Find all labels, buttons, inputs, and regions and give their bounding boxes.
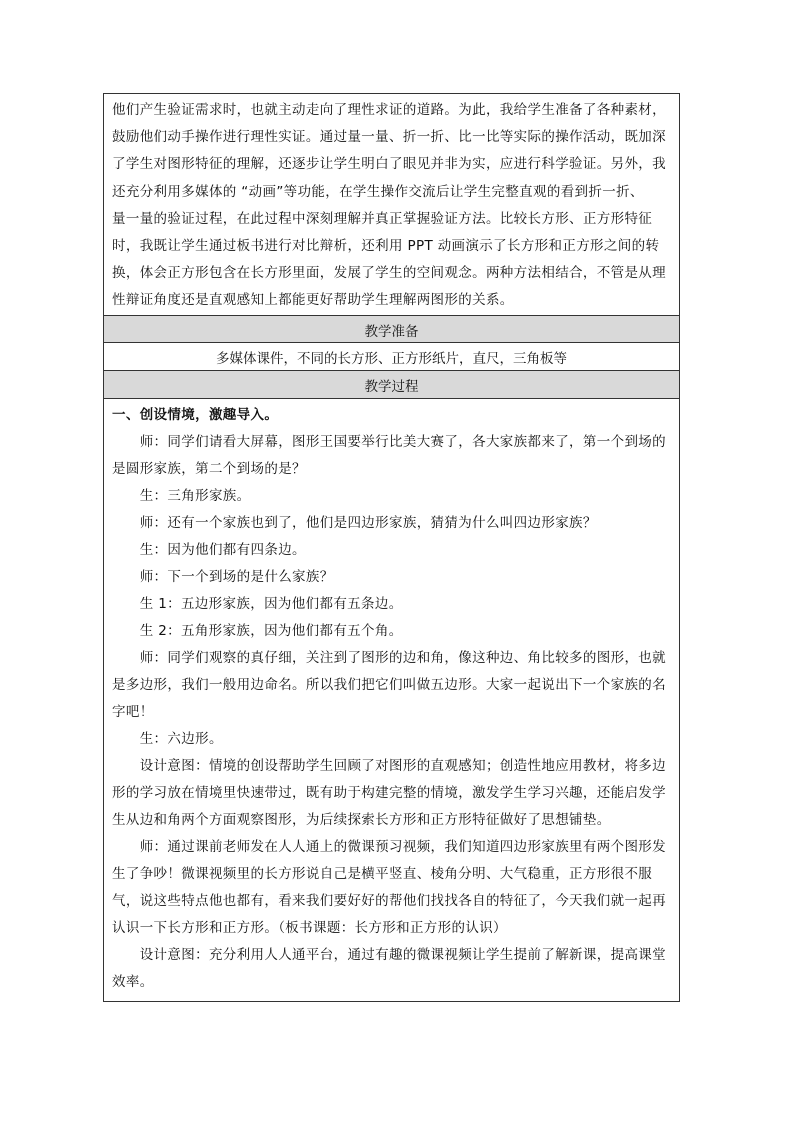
- prep-content-row: [104, 342, 679, 370]
- lesson-plan-table: [103, 93, 680, 1002]
- process-header-row: [104, 370, 679, 398]
- process-line: 设计意图：充分利用人人通平台，通过有趣的微课视频让学生提前了解新课，提高课堂: [112, 947, 666, 963]
- process-line: 设计意图：情境的创设帮助学生回顾了对图形的直观感知；创造性地应用教材，将多边: [112, 758, 666, 774]
- process-line: 师：下一个到场的是什么家族？: [112, 569, 334, 585]
- prep-header: 教学准备: [364, 324, 419, 340]
- process-line: 生从边和角两个方面观察图形，为后续探索长方形和正方形特征做好了思想铺垫。: [112, 812, 611, 828]
- prep-content: 多媒体课件，不同的长方形、正方形纸片，直尺，三角板等: [216, 351, 567, 367]
- process-line: 字吧！: [112, 704, 154, 720]
- process-line: 认识一下长方形和正方形。（板书课题：长方形和正方形的认识）: [112, 920, 507, 936]
- process-header: 教学过程: [364, 379, 419, 395]
- process-line: 生了争吵！微课视频里的长方形说自己是横平竖直、棱角分明、大气稳重，正方形很不服: [112, 866, 653, 882]
- process-line: 生 2：五角形家族，因为他们都有五个角。: [112, 623, 403, 639]
- process-line: 师：同学们请看大屏幕，图形王国要举行比美大赛了，各大家族都来了，第一个到场的: [112, 434, 666, 450]
- process-line: 师：通过课前老师发在人人通上的微课预习视频，我们知道四边形家族里有两个图形发: [112, 839, 666, 855]
- process-line: 生：因为他们都有四条边。: [112, 542, 306, 558]
- reflection-line: 时，我既让学生通过板书进行对比辩析，还利用 PPT 动画演示了长方形和正方形之间的转: [112, 238, 660, 254]
- process-line: 形的学习放在情境里快速带过，既有助于构建完整的情境，激发学生学习兴趣，还能启发学: [112, 785, 666, 801]
- reflection-line: 他们产生验证需求时，也就主动走向了理性求证的道路。为此，我给学生准备了各种素材，: [112, 102, 666, 118]
- process-content-row: [104, 398, 679, 1001]
- reflection-line: 换，体会正方形包含在长方形里面，发展了学生的空间观念。两种方法相结合，不管是从理: [112, 265, 666, 282]
- prep-header-row: [104, 315, 679, 342]
- reflection-line: 量一量的验证过程，在此过程中深刻理解并真正掌握验证方法。比较长方形、正方形特征: [112, 210, 653, 227]
- reflection-line: 还充分利用多媒体的 “动画”等功能，在学生操作交流后让学生完整直观的看到折一折、: [112, 183, 644, 200]
- process-line: 是圆形家族，第二个到场的是？: [112, 461, 306, 477]
- reflection-line: 了学生对图形特征的理解，还逐步让学生明白了眼见并非为实，应进行科学验证。另外，我: [112, 156, 666, 173]
- process-line: 师：同学们观察的真仔细，关注到了图形的边和角，像这种边、角比较多的图形，也就: [112, 650, 666, 666]
- reflection-cell: [104, 94, 679, 315]
- process-line: 生：六边形。: [112, 731, 223, 747]
- process-line: 生 1：五边形家族，因为他们都有五条边。: [112, 596, 403, 612]
- process-line: 气，说这些特点他也都有，看来我们要好好的帮他们找找各自的特征了，今天我们就一起再: [112, 893, 666, 909]
- process-line: 师：还有一个家族也到了，他们是四边形家族，猜猜为什么叫四边形家族？: [112, 515, 597, 531]
- reflection-line: 性辩证角度还是直观感知上都能更好帮助学生理解两图形的关系。: [112, 292, 514, 309]
- reflection-line: 鼓励他们动手操作进行理性实证。通过量一量、折一折、比一比等实际的操作活动，既加深: [112, 129, 666, 146]
- process-line: 生：三角形家族。: [112, 488, 251, 504]
- section-heading: 一、创设情境，激趣导入。: [112, 407, 279, 423]
- process-line: 效率。: [112, 974, 154, 990]
- process-line: 是多边形，我们一般用边命名。所以我们把它们叫做五边形。大家一起说出下一个家族的名: [112, 677, 666, 693]
